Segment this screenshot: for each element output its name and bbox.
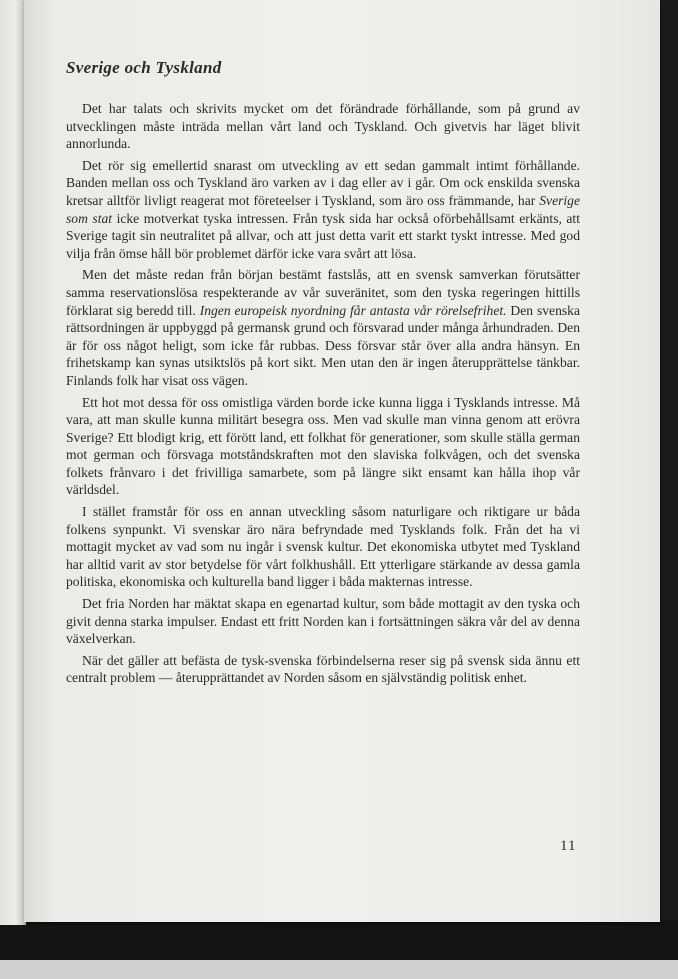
page-number: 11 xyxy=(560,838,577,854)
paragraph-text: Men det måste redan från början bestämt fastslås, att en svensk samverkan förutsätter samma reservationslösa respekterande av vår suveränitet, som den tyska regeringen hittills förklarat sig beredd till. xyxy=(66,267,580,318)
paragraph-5 xyxy=(66,503,580,591)
paragraph-text: I stället framstår för oss en annan utveckling såsom naturligare och riktigare ur båda folkens synpunkt. Vi svenskar äro nära befryndade med Tysklands folk. Från det ha vi mottagit mycket av vad som nu ingår i svensk kultur. Det ekonomiska utbytet med Tyskland har alltid varit av stor betydelse för vårt folkhushåll. Ett ytterligare stärkande av dessa gamla politiska, ekonomiska och kulturella band ligger i båda makternas intresse. xyxy=(66,504,580,590)
paragraph-4 xyxy=(66,394,580,500)
page-content xyxy=(66,58,580,691)
paragraph-text: Det fria Norden har mäktat skapa en egenartad kultur, som både mottagit av den tyska och givit denna starka impulser. Endast ett fritt Norden kan i fortsättningen säkra vår del av denna växelverkan. xyxy=(66,596,580,647)
paragraph-text: Det har talats och skrivits mycket om det förändrade förhållande, som på grund av utvecklingen måste inträda mellan vårt land och Tyskland. Och givetvis har läget blivit annorlunda. xyxy=(66,101,580,152)
book-page xyxy=(24,0,660,922)
paragraph-2 xyxy=(66,157,580,263)
chapter-title: Sverige och Tyskland xyxy=(66,58,222,77)
paragraph-6 xyxy=(66,595,580,648)
paragraph-text: Det rör sig emellertid snarast om utveckling av ett sedan gammalt intimt förhållande. Banden mellan oss och Tyskland äro varken av i dag eller av i går. Om ock enskilda svenska kretsar alltför livligt reagerat mot företeelser i Tyskland, som äro oss främmande, har xyxy=(66,157,580,208)
paragraph-7 xyxy=(66,652,580,687)
paragraph-3 xyxy=(66,266,580,389)
paragraph-emphasis: Ingen europeisk nyordning får antasta vår rörelsefrihet. xyxy=(199,302,507,318)
background-floor xyxy=(0,960,678,979)
paragraph-text: Den svenska rättsordningen är uppbyggd på germansk grund och försvarad under många århundraden. Den är för oss något heligt, som icke får rubbas. Dess försvar står över alla andra hänsyn. En frihetskamp kan synas utsiktslös på kort sikt. Men utan den är ingen återupprättelse tänkbar. Finlands folk har visat oss vägen. xyxy=(66,302,581,388)
paragraph-text: När det gäller att befästa de tysk-svenska förbindelserna reser sig på svensk sida ännu ett centralt problem — återupprättandet av Norden såsom en självständig politisk enhet. xyxy=(66,652,580,686)
background-bottom xyxy=(0,920,678,962)
paragraph-emphasis: Sverige som stat xyxy=(66,192,580,226)
paragraph-text: icke motverkat tyska intressen. Från tysk sida har också oförbehållsamt erkänts, att Sverige tagit sin neutralitet på allvar, och att just detta varit ett starkt tyskt intresse. Med god vilja från ömse håll bör problemet därför icke vara svårt att lösa. xyxy=(66,210,580,261)
left-page-edge xyxy=(0,0,26,925)
paragraph-1 xyxy=(66,100,580,153)
paragraph-text: Ett hot mot dessa för oss omistliga värden borde icke kunna ligga i Tysklands intresse. Må vara, att man skulle kunna militärt besegra oss. Men vad skulle man vinna genom att erövra Sverige? Ett blodigt krig, ett förött land, ett folkhat för generationer, som skulle ställa german mot german och försvaga motståndskraften mot den slaviska folkvågen, och det svenska folkets frånvaro i det frivilliga samarbete, som på längre sikt ensamt kan hålla ihop vår världsdel. xyxy=(66,394,580,498)
